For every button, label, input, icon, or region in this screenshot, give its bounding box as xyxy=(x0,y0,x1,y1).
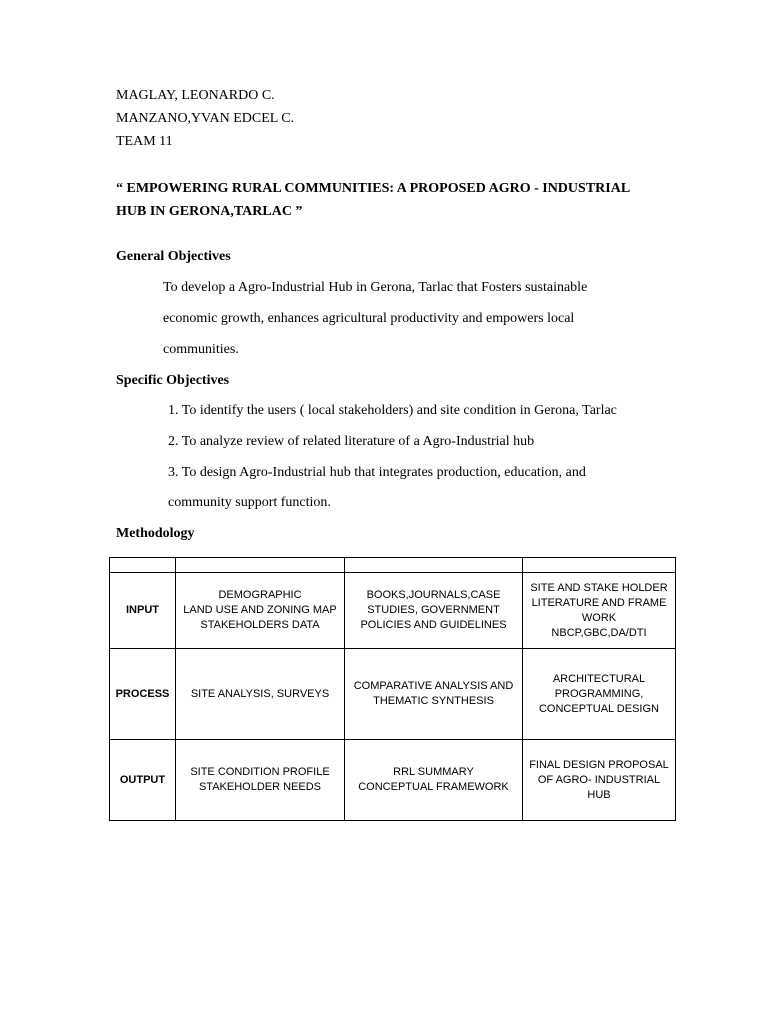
cell-line: POLICIES AND GUIDELINES xyxy=(360,619,507,631)
table-cell xyxy=(523,573,676,649)
methodology-heading: Methodology xyxy=(116,526,195,541)
table-cell xyxy=(345,740,523,821)
row-label-input: INPUT xyxy=(110,573,176,649)
table-cell-empty xyxy=(176,558,345,573)
row-label-output: OUTPUT xyxy=(110,740,176,821)
general-objectives-line-1: To develop a Agro-Industrial Hub in Gerona, Tarlac that Fosters sustainable xyxy=(163,280,588,295)
table-cell xyxy=(523,740,676,821)
cell-line: WORK xyxy=(581,611,617,624)
table-cell xyxy=(176,573,345,649)
cell-line: SITE CONDITION PROFILE xyxy=(190,766,330,778)
cell-line: ARCHITECTURAL xyxy=(552,672,646,685)
cell-line: STUDIES, GOVERNMENT xyxy=(367,604,500,616)
table-cell-empty xyxy=(523,558,676,573)
cell-line: FINAL DESIGN PROPOSAL xyxy=(529,758,669,771)
table-header-row xyxy=(110,558,676,573)
author-1: MAGLAY, LEONARDO C. xyxy=(116,88,275,103)
general-objectives-heading: General Objectives xyxy=(116,249,231,264)
document-title xyxy=(116,177,676,223)
cell-line: LAND USE AND ZONING MAP xyxy=(183,604,337,616)
cell-line: OF AGRO- INDUSTRIAL xyxy=(537,773,661,786)
specific-objective-1: 1. To identify the users ( local stakeholders) and site condition in Gerona, Tarlac xyxy=(168,403,617,418)
cell-line: STAKEHOLDER NEEDS xyxy=(198,781,322,793)
cell-line: RRL SUMMARY xyxy=(393,766,474,778)
specific-objectives-heading: Specific Objectives xyxy=(116,373,230,388)
cell-line: NBCP,GBC,DA/DTI xyxy=(551,626,647,639)
cell-line: COMPARATIVE ANALYSIS AND xyxy=(353,680,514,692)
methodology-table xyxy=(109,557,676,821)
table-cell xyxy=(176,740,345,821)
specific-objective-3: 3. To design Agro-Industrial hub that integrates production, education, and xyxy=(168,465,586,480)
cell-line: PROGRAMMING, xyxy=(554,687,644,700)
table-row-input xyxy=(110,573,676,649)
cell-line: LITERATURE AND FRAME xyxy=(531,596,667,609)
general-objectives-line-3: communities. xyxy=(163,342,239,357)
table-cell xyxy=(523,649,676,740)
cell-line: CONCEPTUAL DESIGN xyxy=(538,702,659,715)
table-cell-empty xyxy=(345,558,523,573)
table-row-output xyxy=(110,740,676,821)
specific-objective-3-cont: community support function. xyxy=(168,495,331,510)
row-label-process: PROCESS xyxy=(110,649,176,740)
cell-line: SITE ANALYSIS, SURVEYS xyxy=(190,687,330,700)
author-2: MANZANO,YVAN EDCEL C. xyxy=(116,111,295,126)
cell-line: SITE AND STAKE HOLDER xyxy=(530,581,668,594)
table-cell xyxy=(176,649,345,740)
team-name: TEAM 11 xyxy=(116,134,173,149)
table-cell xyxy=(345,573,523,649)
title-line-1: “ EMPOWERING RURAL COMMUNITIES: A PROPOSED AGRO - INDUSTRIAL xyxy=(116,181,631,196)
table-cell-empty xyxy=(110,558,176,573)
cell-line: HUB xyxy=(587,788,611,801)
table-cell xyxy=(345,649,523,740)
cell-line: BOOKS,JOURNALS,CASE xyxy=(366,589,501,601)
general-objectives-line-2: economic growth, enhances agricultural productivity and empowers local xyxy=(163,311,575,326)
specific-objective-2: 2. To analyze review of related literature of a Agro-Industrial hub xyxy=(168,434,535,449)
cell-line: THEMATIC SYNTHESIS xyxy=(373,695,494,707)
cell-line: STAKEHOLDERS DATA xyxy=(200,619,320,631)
title-line-2: HUB IN GERONA,TARLAC ” xyxy=(116,204,303,219)
cell-line: DEMOGRAPHIC xyxy=(218,589,302,601)
table-row-process xyxy=(110,649,676,740)
cell-line: CONCEPTUAL FRAMEWORK xyxy=(358,781,509,793)
